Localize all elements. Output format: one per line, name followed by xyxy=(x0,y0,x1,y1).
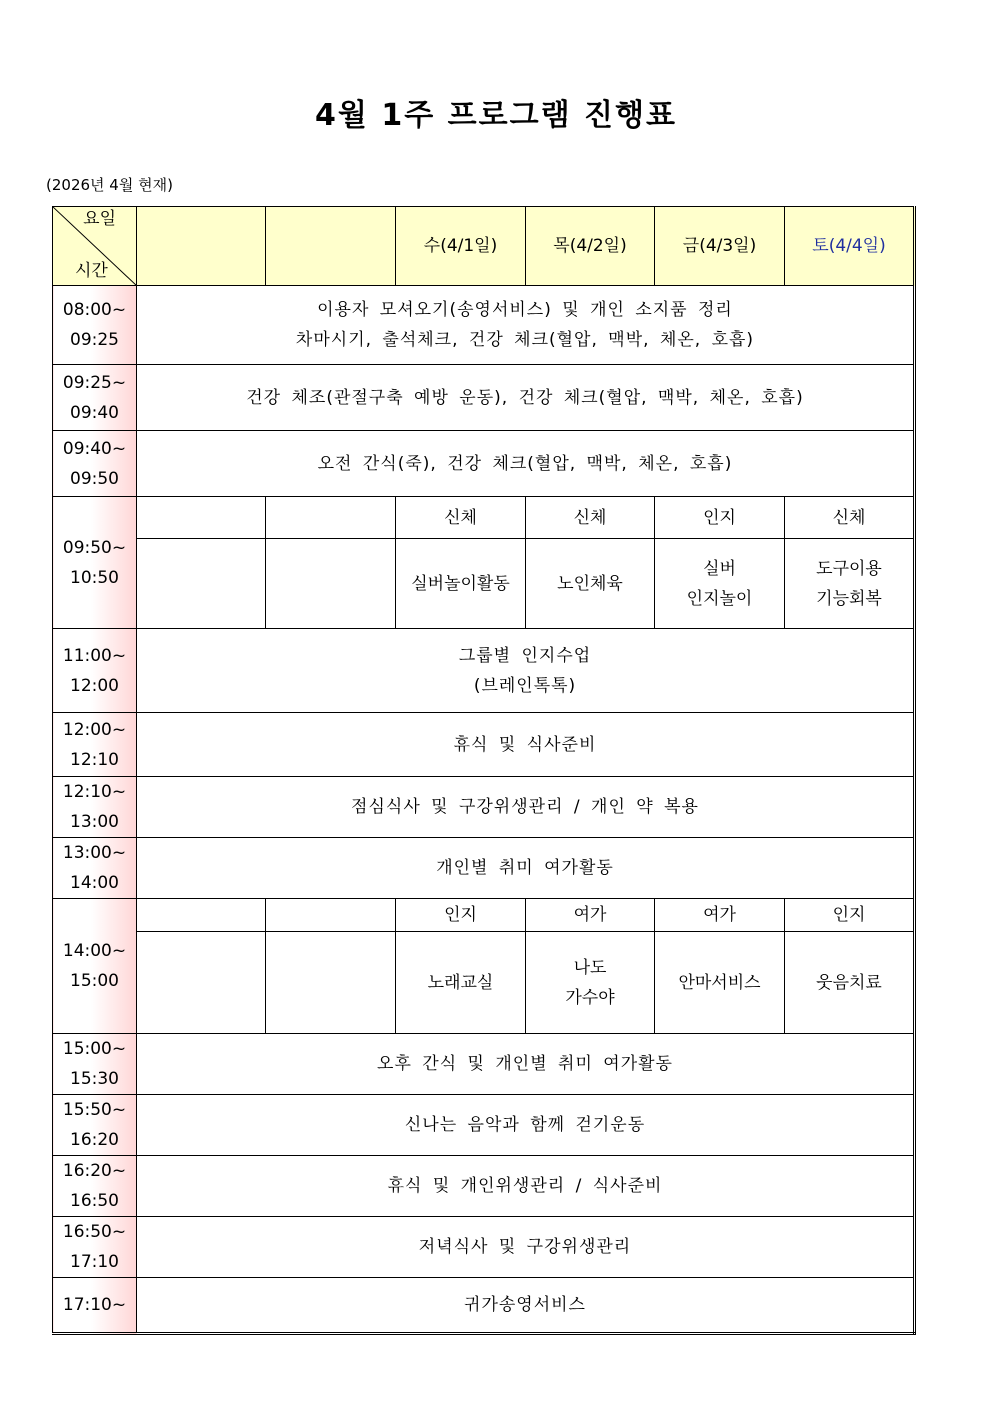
program-cell xyxy=(785,932,915,1034)
table-row xyxy=(53,1217,915,1278)
program-line: 노래교실 xyxy=(427,972,494,993)
time-start: 08:00~ xyxy=(62,300,127,320)
time-cell xyxy=(53,899,137,1034)
as-of-date: (2026년 4월 현재) xyxy=(46,176,173,194)
time-end: 16:20 xyxy=(70,1130,119,1150)
time-start: 11:00~ xyxy=(62,645,127,666)
time-cell xyxy=(53,629,137,713)
program-line: 안마서비스 xyxy=(678,972,761,993)
table-row xyxy=(53,838,915,899)
program-cell xyxy=(396,539,526,629)
program-line: 인지놀이 xyxy=(686,588,753,609)
program-cell xyxy=(785,539,915,629)
time-start: 15:00~ xyxy=(62,1039,127,1059)
table-row xyxy=(53,1156,915,1217)
time-cell xyxy=(53,1156,137,1217)
activity-cell: 건강 체조(관절구축 예방 운동), 건강 체크(혈압, 맥박, 체온, 호흡) xyxy=(137,365,915,431)
time-start: 12:10~ xyxy=(62,782,127,802)
time-cell xyxy=(53,838,137,899)
category-cell xyxy=(137,899,266,932)
table-row xyxy=(53,539,915,629)
category-cell: 여가 xyxy=(655,899,785,932)
time-end: 17:10 xyxy=(70,1252,119,1272)
category-cell: 여가 xyxy=(526,899,655,932)
header-day-label: 요일 xyxy=(83,209,116,229)
program-cell xyxy=(137,539,266,629)
category-cell: 신체 xyxy=(526,497,655,539)
category-cell: 인지 xyxy=(785,899,915,932)
program-line: 노인체육 xyxy=(557,573,623,594)
program-cell xyxy=(655,539,785,629)
program-cell xyxy=(266,932,396,1034)
table-row xyxy=(53,713,915,777)
header-day-fri: 금(4/3일) xyxy=(655,207,785,286)
activity-cell: 오후 간식 및 개인별 취미 여가활동 xyxy=(137,1034,915,1095)
time-end: 09:25 xyxy=(70,330,119,350)
category-cell xyxy=(137,497,266,539)
activity-cell: 신나는 음악과 함께 걷기운동 xyxy=(137,1095,915,1156)
category-cell: 인지 xyxy=(655,497,785,539)
time-cell xyxy=(53,431,137,497)
time-end: 13:00 xyxy=(70,812,119,832)
time-end: 10:50 xyxy=(70,567,119,588)
activity-cell: 개인별 취미 여가활동 xyxy=(137,838,915,899)
time-cell xyxy=(53,365,137,431)
category-cell xyxy=(266,497,396,539)
header-day-sat: 토(4/4일) xyxy=(785,207,915,286)
program-cell xyxy=(137,932,266,1034)
program-line: 도구이용 xyxy=(816,558,882,579)
time-start: 09:25~ xyxy=(62,372,127,393)
table-row xyxy=(53,899,915,932)
program-line: 나도 xyxy=(573,957,607,978)
time-cell xyxy=(53,777,137,838)
time-start: 16:20~ xyxy=(62,1161,127,1181)
activity-cell: 점심식사 및 구강위생관리 / 개인 약 복용 xyxy=(137,777,915,838)
activity-line: 그룹별 인지수업 xyxy=(458,645,592,666)
category-cell: 신체 xyxy=(785,497,915,539)
time-end: 15:30 xyxy=(70,1069,119,1089)
time-end: 12:10 xyxy=(70,749,119,770)
time-start: 09:40~ xyxy=(62,438,127,459)
table-row xyxy=(53,1034,915,1095)
activity-line: 이용자 모셔오기(송영서비스) 및 개인 소지품 정리 xyxy=(317,300,733,320)
activity-cell: 저녁식사 및 구강위생관리 xyxy=(137,1217,915,1278)
program-cell xyxy=(396,932,526,1034)
time-end: 16:50 xyxy=(70,1191,119,1211)
program-line: 실버 xyxy=(703,558,736,579)
time-start: 15:50~ xyxy=(62,1100,127,1120)
activity-cell xyxy=(137,286,915,365)
activity-cell: 귀가송영서비스 xyxy=(137,1278,915,1334)
category-cell xyxy=(266,899,396,932)
activity-line: (브레인톡톡) xyxy=(473,675,577,696)
time-start: 16:50~ xyxy=(62,1222,127,1242)
activity-line: 차마시기, 출석체크, 건강 체크(혈압, 맥박, 체온, 호흡) xyxy=(295,330,755,350)
time-end: 15:00 xyxy=(70,971,119,991)
program-cell xyxy=(655,932,785,1034)
page-title: 4월 1주 프로그램 진행표 xyxy=(315,98,677,133)
program-cell xyxy=(266,539,396,629)
time-cell xyxy=(53,1217,137,1278)
header-day-1 xyxy=(137,207,266,286)
activity-cell xyxy=(137,629,915,713)
time-start: 14:00~ xyxy=(62,941,127,961)
activity-cell: 휴식 및 식사준비 xyxy=(137,713,915,777)
table-row xyxy=(53,365,915,431)
time-cell xyxy=(53,713,137,777)
schedule-table xyxy=(52,206,916,1335)
program-line: 웃음치료 xyxy=(816,972,882,993)
table-row xyxy=(53,1278,915,1334)
time-cell xyxy=(53,1278,137,1334)
time-cell xyxy=(53,497,137,629)
header-row xyxy=(53,207,915,286)
table-row xyxy=(53,777,915,838)
time-end: 09:40 xyxy=(70,402,119,423)
program-line: 기능회복 xyxy=(816,588,882,609)
header-day-2 xyxy=(266,207,396,286)
time-start: 13:00~ xyxy=(62,843,127,863)
table-row xyxy=(53,286,915,365)
time-end: 12:00 xyxy=(70,675,119,696)
time-cell xyxy=(53,1095,137,1156)
program-line: 가수야 xyxy=(565,987,615,1008)
header-time-label: 시간 xyxy=(75,261,108,281)
program-line: 실버놀이활동 xyxy=(411,573,510,594)
time-cell xyxy=(53,286,137,365)
category-cell: 신체 xyxy=(396,497,526,539)
header-day-wed: 수(4/1일) xyxy=(396,207,526,286)
time-start: 17:10~ xyxy=(62,1295,127,1315)
activity-cell: 오전 간식(죽), 건강 체크(혈압, 맥박, 체온, 호흡) xyxy=(137,431,915,497)
table-row xyxy=(53,431,915,497)
time-end: 14:00 xyxy=(70,873,119,893)
activity-cell: 휴식 및 개인위생관리 / 식사준비 xyxy=(137,1156,915,1217)
table-row xyxy=(53,932,915,1034)
time-end: 09:50 xyxy=(70,468,119,489)
program-cell xyxy=(526,932,655,1034)
category-cell: 인지 xyxy=(396,899,526,932)
table-row xyxy=(53,497,915,539)
header-day-thu: 목(4/2일) xyxy=(526,207,655,286)
time-start: 09:50~ xyxy=(62,537,127,558)
time-start: 12:00~ xyxy=(62,719,127,740)
program-cell xyxy=(526,539,655,629)
time-cell xyxy=(53,1034,137,1095)
header-corner-cell xyxy=(53,207,137,286)
table-row xyxy=(53,1095,915,1156)
table-row xyxy=(53,629,915,713)
